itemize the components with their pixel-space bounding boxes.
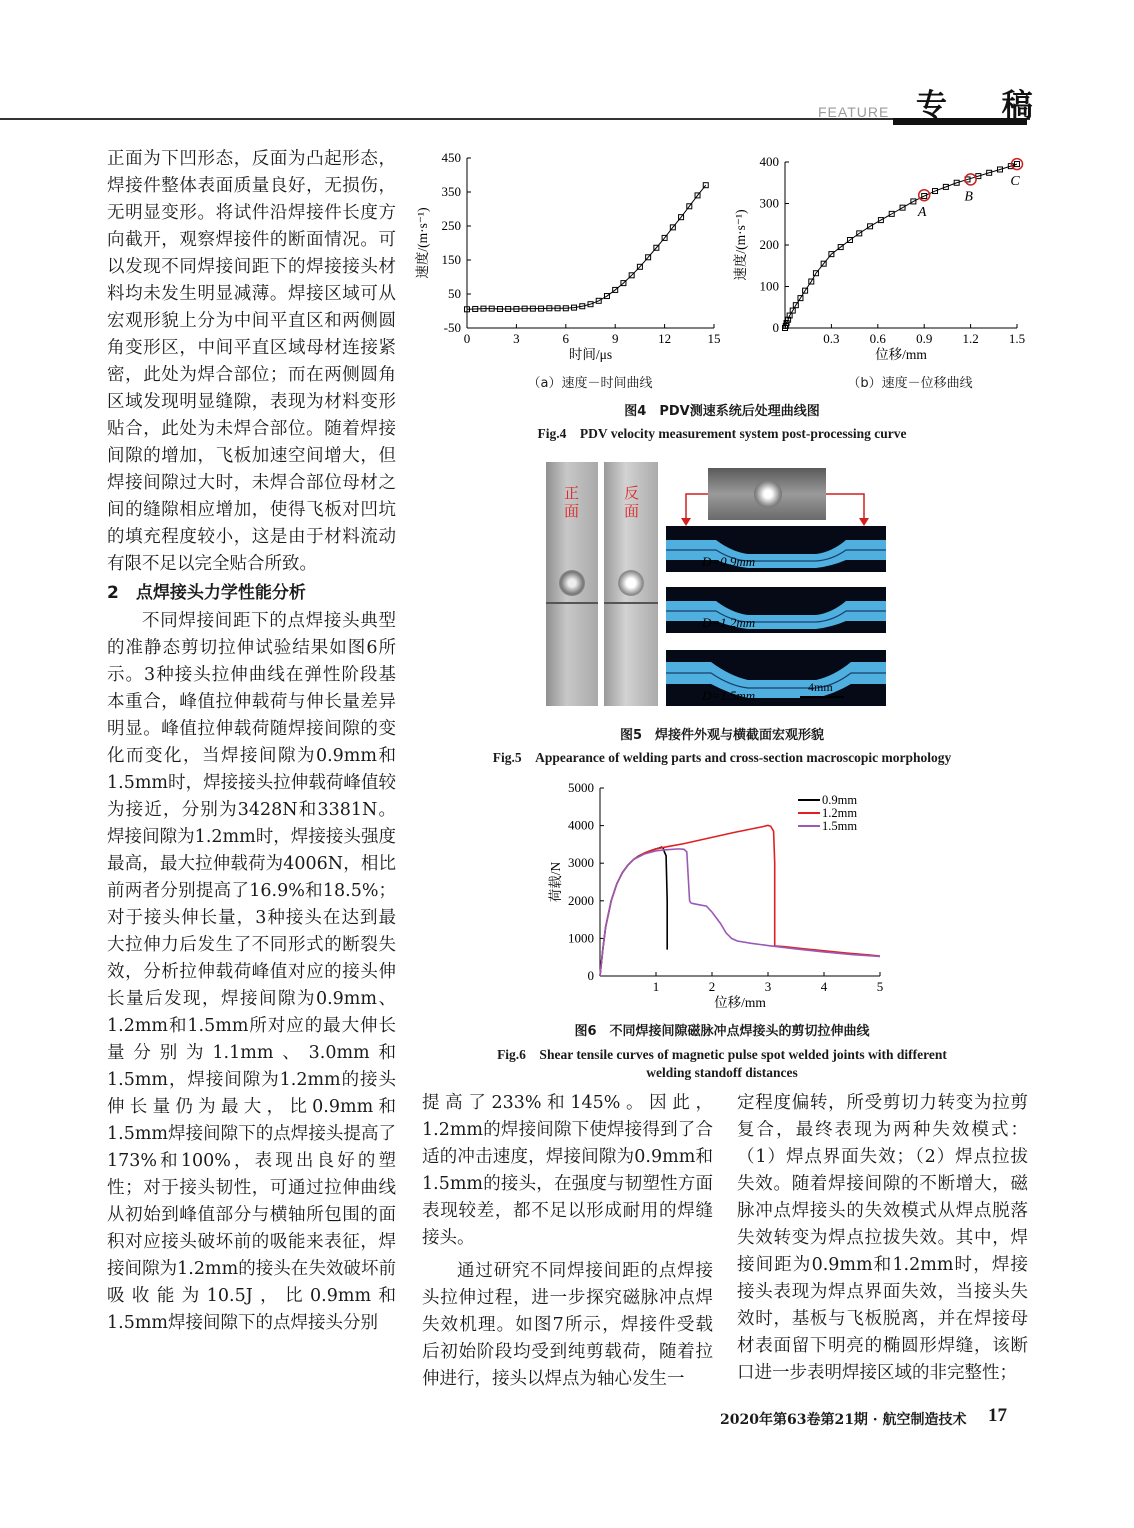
section-title: 专 稿	[916, 88, 1055, 124]
y-tick-label: 450	[441, 150, 461, 165]
y-tick-label: 400	[759, 154, 779, 169]
y-tick-label: 250	[441, 218, 461, 233]
paragraph: 通过研究不同焊接间距的点焊接头拉伸过程，进一步探究磁脉冲点焊失效机理。如图7所示，焊接件受载后初始阶段均受到纯剪载荷，随着拉伸进行，接头以焊点为轴心发生一	[422, 1261, 713, 1389]
x-tick-label: 1	[652, 979, 660, 994]
x-tick-label: 0	[463, 331, 471, 346]
series-line	[600, 849, 880, 976]
y-tick-label: 0	[772, 320, 779, 335]
standoff-label: D=1.5mm	[702, 688, 756, 703]
front-label: 正面	[564, 484, 580, 520]
x-tick-label: 3	[513, 331, 520, 346]
x-tick-label: 15	[707, 331, 721, 346]
section-heading: 2 点焊接头力学性能分析	[107, 583, 306, 603]
figure-4-charts	[412, 146, 1042, 396]
y-axis-label: 速度/(m·s⁻¹)	[733, 209, 748, 281]
x-axis-label: 时间/μs	[568, 347, 613, 362]
legend-label: 1.5mm	[822, 819, 858, 833]
cross-section-d12	[666, 587, 886, 633]
annotation-label: A	[917, 205, 927, 221]
y-tick-label: 300	[759, 195, 779, 211]
figure-5-photos	[546, 462, 886, 706]
legend-label: 0.9mm	[822, 793, 858, 807]
photo-front-strip	[546, 462, 598, 706]
page-number: 17	[988, 1405, 1007, 1426]
x-tick-label: 4	[820, 979, 828, 994]
figure-6-caption-cn: 图6 不同焊接间隙磁脉冲点焊接头的剪切拉伸曲线	[574, 1024, 870, 1039]
legend-label: 1.2mm	[822, 806, 858, 820]
text-column-middle	[422, 1090, 713, 1393]
y-tick-label: 2000	[568, 892, 594, 908]
x-tick-label: 6	[562, 331, 570, 346]
x-tick-label: 0.3	[823, 331, 840, 346]
x-tick-label: 5	[876, 979, 884, 994]
y-tick-label: 150	[441, 252, 461, 267]
overlap-line	[546, 602, 598, 604]
chart-load-displacement	[547, 780, 883, 1010]
chart-velocity-time	[414, 150, 721, 362]
y-axis-label: 速度/(m·s⁻¹)	[415, 207, 430, 279]
y-tick-label: 0	[587, 968, 594, 983]
y-tick-label: 50	[448, 286, 461, 301]
figure-6-caption-en-1: Fig.6 Shear tensile curves of magnetic pulse spot welded joints with different	[497, 1047, 947, 1062]
standoff-label: D=0.9mm	[702, 554, 756, 569]
figure-4-caption-en: Fig.4 PDV velocity measurement system post-processing curve	[537, 426, 907, 441]
figure-6-chart	[520, 778, 900, 1018]
figure-5-caption-cn: 图5 焊接件外观与横截面宏观形貌	[619, 728, 825, 743]
scale-bar-label: 4mm	[808, 680, 833, 694]
data-point	[1015, 162, 1020, 167]
standoff-label: D=1.2mm	[702, 615, 756, 630]
x-tick-label: 2	[708, 979, 716, 994]
y-tick-label: 5000	[568, 780, 594, 795]
paragraph: 提高了233%和145%。因此，1.2mm的焊接间隙下使焊接得到了合适的冲击速度，焊接间隙为0.9mm和1.5mm的接头，在强度与韧塑性方面表现较差，都不足以形成耐用的焊缝接头。	[422, 1093, 713, 1248]
paragraph: 定程度偏转，所受剪切力转变为拉剪复合，最终表现为两种失效模式：（1）焊点界面失效；（2）焊点拉拔失效。随着焊接间隙的不断增大，磁脉冲点焊接头的失效模式从焊点脱落失效转变为焊点拉拔失效。其中，焊接间距为0.9mm和1.2mm时，焊接接头表现为焊点界面失效，当接头失效时，基板与飞板脱离，并在焊接母材表面留下明亮的椭圆形焊缝，该断口进一步表明焊接区域的非完整性；	[737, 1093, 1028, 1383]
y-axis-label: 荷载/N	[548, 861, 563, 903]
figure-5-caption-en: Fig.5 Appearance of welding parts and cross-section macroscopic morphology	[492, 750, 952, 765]
x-axis-label: 位移/mm	[875, 347, 927, 362]
weld-spot-icon	[559, 570, 585, 596]
overlap-line	[604, 602, 658, 604]
cross-section-d15	[666, 650, 886, 706]
y-tick-label: 3000	[568, 855, 594, 871]
text-column-left	[107, 146, 396, 1337]
chart-velocity-displacement	[732, 154, 1025, 362]
series-line	[600, 847, 667, 976]
back-label: 反面	[624, 484, 640, 520]
x-tick-label: 0.9	[916, 331, 933, 346]
series-line	[467, 185, 706, 309]
y-tick-label: 1000	[568, 930, 594, 946]
text-column-right	[737, 1090, 1028, 1387]
annotation-label: C	[1010, 174, 1020, 190]
photo-back-strip	[604, 462, 658, 706]
arrow-connectors	[666, 488, 886, 528]
paragraph: 不同焊接间距下的点焊接头典型的准静态剪切拉伸试验结果如图6所示。3种接头拉伸曲线在弹性阶段基本重合，峰值拉伸载荷与伸长量差异明显。峰值拉伸载荷随焊接间隙的变化而变化，当焊接间隙为0.9mm和1.5mm时，焊接接头拉伸载荷峰值较为接近，分别为3428N和3381N。焊接间隙为1.2mm时，焊接接头强度最高，最大拉伸载荷为4006N，相比前两者分别提高了16.9%和18.5%；对于接头伸长量，3种接头在达到最大拉伸力后发生了不同形式的断裂失效，分析拉伸载荷峰值对应的接头伸长量后发现，焊接间隙为0.9mm、1.2mm和1.5mm所对应的最大伸长量分别为1.1mm、3.0mm和1.5mm，焊接间隙为1.2mm的接头伸长量仍为最大，比0.9mm和1.5mm焊接间隙下的点焊接头提高了173%和100%，表现出良好的塑性；对于接头韧性，可通过拉伸曲线从初始到峰值部分与横轴所包围的面积对应接头破坏前的吸能来表征，焊接间隙为1.2mm的接头在失效破坏前吸收能为10.5J，比0.9mm和1.5mm焊接间隙下的点焊接头分别	[107, 611, 396, 1333]
x-tick-label: 1.2	[962, 331, 979, 346]
figure-6-caption-en-2: welding standoff distances	[646, 1065, 798, 1080]
y-tick-label: 350	[441, 184, 461, 199]
weld-spot-icon	[618, 570, 644, 596]
x-tick-label: 0.6	[869, 331, 886, 346]
cross-section-d09	[666, 526, 886, 572]
y-tick-label: 200	[759, 237, 779, 252]
subcaption-b: （b）速度－位移曲线	[847, 376, 973, 391]
x-axis-label: 位移/mm	[714, 995, 766, 1010]
x-tick-label: 1.5	[1008, 331, 1026, 346]
x-tick-label: 9	[611, 331, 619, 346]
x-tick-label: 12	[658, 331, 672, 346]
paragraph: 正面为下凹形态，反面为凸起形态，焊接件整体表面质量良好，无损伤，无明显变形。将试件沿焊接件长度方向截开，观察焊接件的断面情况。可以发现不同焊接间距下的焊接接头材料均未发生明显减薄。焊接区域可从宏观形貌上分为中间平直区和两侧圆角变形区，中间平直区域母材连接紧密，此处为焊合部位；而在两侧圆角区域发现明显缝隙，表现为材料变形贴合，此处为未焊合部位。随着焊接间隙的增加，飞板加速空间增大，但焊接间隙过大时，未焊合部位母材之间的缝隙相应增加，使得飞板对凹坑的填充程度较小，这是由于材料流动有限不足以完全贴合所致。	[107, 149, 396, 574]
x-tick-label: 3	[764, 979, 772, 994]
series-line	[785, 164, 1017, 328]
subcaption-a: （a）速度－时间曲线	[527, 376, 653, 391]
y-tick-label: 4000	[568, 817, 594, 833]
figure-4-caption-cn: 图4 PDV测速系统后处理曲线图	[624, 404, 820, 419]
feature-label: FEATURE	[818, 104, 890, 120]
annotation-label: B	[964, 189, 973, 205]
annotation-marker	[919, 190, 930, 201]
scale-bar	[800, 696, 844, 698]
y-tick-label: -50	[443, 320, 461, 335]
journal-footer: 2020年第63卷第21期 · 航空制造技术	[720, 1412, 967, 1428]
y-tick-label: 100	[759, 278, 779, 294]
